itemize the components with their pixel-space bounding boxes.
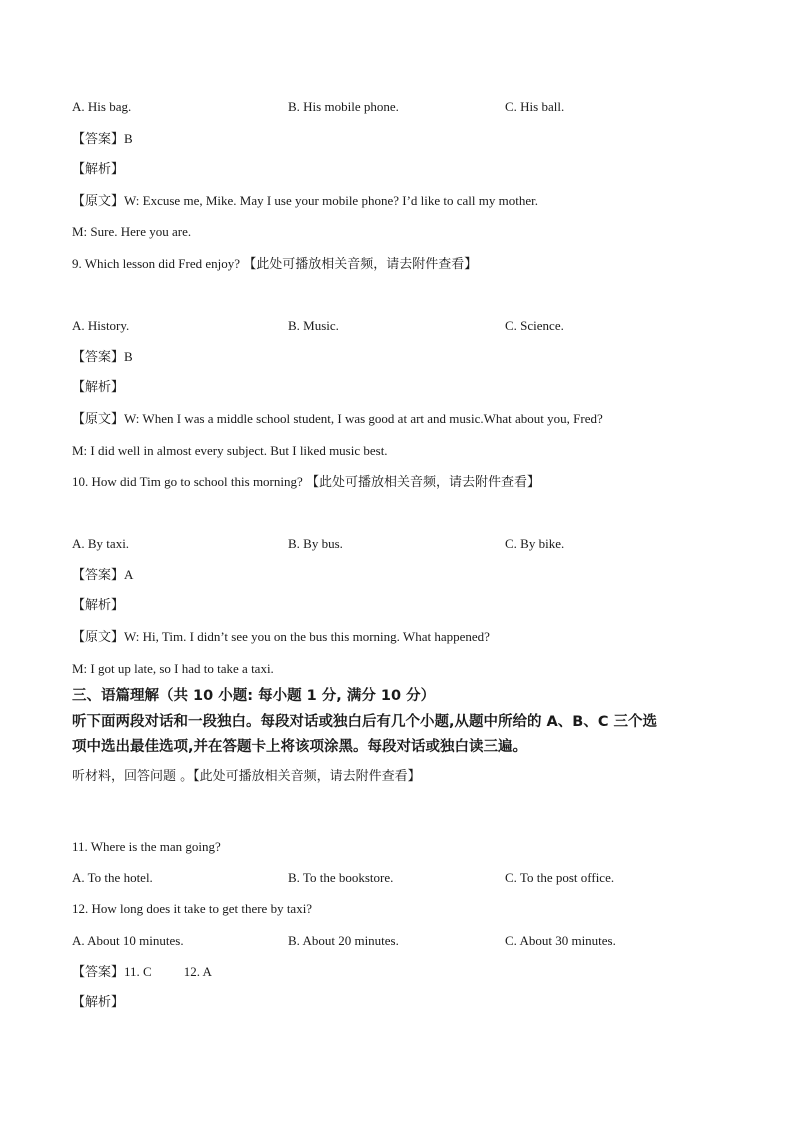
q8-option-a: A. His bag. xyxy=(72,99,132,114)
material-prompt xyxy=(72,768,421,786)
prompt-text: 听材料，回答问题 。 xyxy=(72,769,194,784)
q8-option-c: C. His ball. xyxy=(505,99,565,114)
q11-12-analysis-label: 【解析】 xyxy=(72,995,125,1010)
answer-label: 【答案】 xyxy=(72,350,125,365)
q12-option-c: C. About 30 minutes. xyxy=(505,933,616,948)
audio-note: 【此处可播放相关音频，请去附件查看】 xyxy=(243,257,478,272)
q11-question: 11. Where is the man going? xyxy=(72,839,221,854)
q10-question xyxy=(72,473,540,492)
q11-12-answer xyxy=(72,963,212,982)
q9-option-c: C. Science. xyxy=(505,318,564,333)
answer-value: B xyxy=(124,349,133,364)
q8-script-w xyxy=(72,192,538,211)
q9-analysis-label: 【解析】 xyxy=(72,380,125,395)
q8-analysis-label: 【解析】 xyxy=(72,162,125,177)
q8-script-m: M: Sure. Here you are. xyxy=(72,224,192,239)
q8-option-b: B. His mobile phone. xyxy=(288,99,399,114)
script-text: W: Excuse me, Mike. May I use your mobile phone? I’d like to call my mother. xyxy=(124,193,538,208)
script-text: W: Hi, Tim. I didn’t see you on the bus this morning. What happened? xyxy=(124,629,490,644)
q10-script-w xyxy=(72,628,490,647)
q9-script-m: M: I did well in almost every subject. But I liked music best. xyxy=(72,443,388,458)
answer-value: B xyxy=(124,131,133,146)
q10-option-a: A. By taxi. xyxy=(72,536,130,551)
q8-answer xyxy=(72,130,133,149)
question-text: 9. Which lesson did Fred enjoy? xyxy=(72,256,241,271)
q10-script-m: M: I got up late, so I had to take a taxi. xyxy=(72,661,274,676)
q10-answer xyxy=(72,566,133,585)
q10-option-c: C. By bike. xyxy=(505,536,565,551)
q11-option-b: B. To the bookstore. xyxy=(288,870,394,885)
script-text: W: When I was a middle school student, I was good at art and music.What about you, Fred? xyxy=(124,411,603,426)
q11-option-a: A. To the hotel. xyxy=(72,870,153,885)
script-label: 【原文】 xyxy=(72,412,125,427)
section-title: 三、语篇理解（共 10 小题: 每小题 1 分, 满分 10 分） xyxy=(72,688,436,704)
q12-option-b: B. About 20 minutes. xyxy=(288,933,399,948)
q11-option-c: C. To the post office. xyxy=(505,870,615,885)
q9-option-b: B. Music. xyxy=(288,318,339,333)
q9-question xyxy=(72,255,477,274)
answer-value: A xyxy=(124,567,134,582)
answer-label: 【答案】 xyxy=(72,965,125,980)
q10-option-b: B. By bus. xyxy=(288,536,343,551)
q9-option-a: A. History. xyxy=(72,318,130,333)
script-label: 【原文】 xyxy=(72,630,125,645)
answer-11: 11. C xyxy=(124,964,152,979)
q9-script-w xyxy=(72,410,603,429)
section-instruction-line1: 听下面两段对话和一段独白。每段对话或独白后有几个小题,从题中所给的 A、B、C 三个选 xyxy=(72,714,658,730)
q12-option-a: A. About 10 minutes. xyxy=(72,933,184,948)
answer-label: 【答案】 xyxy=(72,568,125,583)
answer-label: 【答案】 xyxy=(72,132,125,147)
q10-analysis-label: 【解析】 xyxy=(72,598,125,613)
answer-12: 12. A xyxy=(183,964,212,979)
audio-note: 【此处可播放相关音频，请去附件查看】 xyxy=(306,475,541,490)
script-label: 【原文】 xyxy=(72,194,125,209)
question-text: 10. How did Tim go to school this morning? xyxy=(72,474,303,489)
section-instruction-line2: 项中选出最佳选项,并在答题卡上将该项涂黑。每段对话或独白读三遍。 xyxy=(72,739,528,755)
q12-question: 12. How long does it take to get there by taxi? xyxy=(72,901,313,916)
audio-note: 【此处可播放相关音频，请去附件查看】 xyxy=(193,769,421,784)
q9-answer xyxy=(72,348,133,367)
